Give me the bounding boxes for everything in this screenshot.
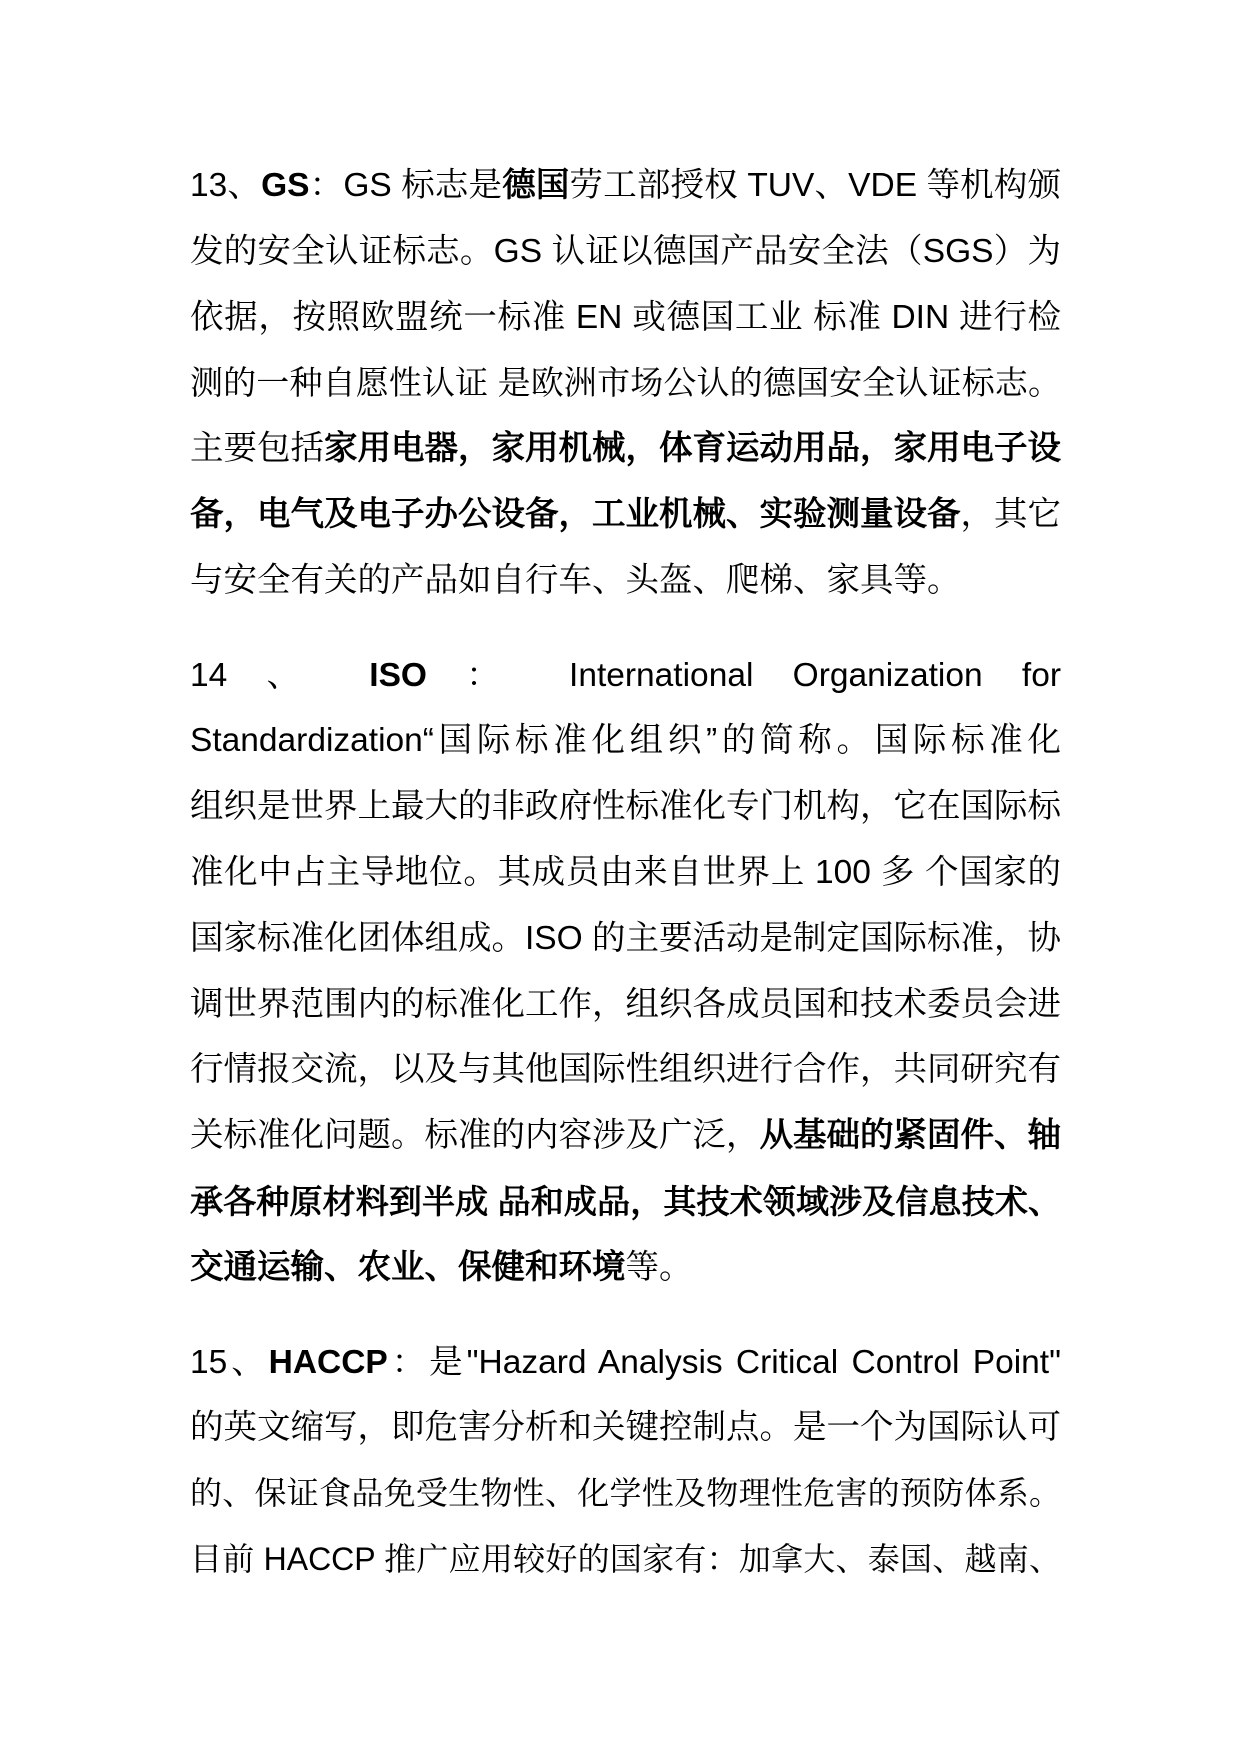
text-line	[190, 1330, 1061, 1396]
text-line	[190, 906, 1061, 972]
body-text: 行情报交流，以及与其他国际性组织进行合作，共同研究有	[190, 1051, 1061, 1089]
text-line	[190, 708, 1061, 774]
bold-text: 承各种原材料到半成 品和成品，其技术领域涉及信息技术、	[190, 1182, 1061, 1220]
body-text: 国家标准化团体组成。ISO 的主要活动是制定国际标准，协	[190, 919, 1062, 957]
document-body	[190, 153, 1061, 1593]
text-line	[190, 1169, 1061, 1235]
text-line	[190, 350, 1061, 416]
bold-text: 德国	[502, 167, 570, 204]
body-text: ，其它	[960, 495, 1061, 533]
body-text: 的英文缩写，即危害分析和关键控制点。是一个为国际认可	[190, 1409, 1061, 1447]
body-text: 调世界范围内的标准化工作，组织各成员国和技术委员会进	[190, 985, 1061, 1023]
body-text: 劳工部授权 TUV、VDE 等机构颁	[569, 167, 1061, 204]
body-text: 测的一种自愿性认证 是欧洲市场公认的德国安全认证标志。	[190, 364, 1061, 402]
body-text: ： International Organization for	[427, 656, 1061, 694]
body-text: 15、	[190, 1343, 269, 1381]
body-text: 等。	[625, 1248, 693, 1286]
body-text: 与安全有关的产品如自行车、头盔、爬梯、家具等。	[190, 561, 961, 599]
bold-text: ISO	[369, 656, 427, 694]
text-line	[190, 840, 1061, 906]
bold-text: 家用电器，家用机械，体育运动用品，家用电子设	[324, 430, 1061, 468]
body-text: Standardization“国际标准化组织”的简称。国际标准化	[190, 722, 1061, 760]
text-line	[190, 482, 1061, 548]
paragraph	[190, 153, 1061, 614]
bold-text: 备，电气及电子办公设备，工业机械、实验测量设备	[190, 495, 961, 533]
text-line	[190, 972, 1061, 1038]
body-text: 目前 HACCP 推广应用较好的国家有：加拿大、泰国、越南、	[190, 1540, 1061, 1577]
body-text: 14 、	[190, 656, 370, 694]
body-text: 依据，按照欧盟统一标准 EN 或德国工业 标准 DIN 进行检	[190, 298, 1061, 336]
text-line	[190, 1395, 1061, 1461]
text-line	[190, 548, 1061, 614]
paragraph	[190, 643, 1061, 1301]
body-text: 准化中占主导地位。其成员由来自世界上 100 多 个国家的	[190, 853, 1061, 891]
text-line	[190, 1461, 1061, 1527]
text-line	[190, 1527, 1061, 1593]
body-text: 13、	[190, 167, 262, 204]
text-line	[190, 416, 1061, 482]
body-text: 组织是世界上最大的非政府性标准化专门机构，它在国际标	[190, 788, 1061, 826]
bold-text: 交通运输、农业、保健和环境	[190, 1248, 626, 1286]
body-text: 发的安全认证标志。GS 认证以德国产品安全法（SGS）为	[190, 232, 1061, 270]
paragraph	[190, 1330, 1061, 1593]
body-text: 的、保证食品免受生物性、化学性及物理性危害的预防体系。	[190, 1475, 1061, 1512]
body-text: 关标准化问题。标准的内容涉及广泛，	[190, 1117, 760, 1155]
text-line	[190, 153, 1061, 219]
body-text: 主要包括	[190, 430, 324, 468]
text-line	[190, 643, 1061, 709]
text-line	[190, 1103, 1061, 1169]
text-line	[190, 219, 1061, 285]
text-line	[190, 1235, 1061, 1301]
text-line	[190, 285, 1061, 351]
bold-text: GS	[261, 167, 310, 204]
bold-text: HACCP	[268, 1343, 388, 1381]
body-text: ：是"Hazard Analysis Critical Control Point"	[387, 1343, 1061, 1381]
text-line	[190, 774, 1061, 840]
body-text: ：GS 标志是	[309, 167, 503, 204]
text-line	[190, 1037, 1061, 1103]
bold-text: 从基础的紧固件、轴	[759, 1117, 1061, 1155]
